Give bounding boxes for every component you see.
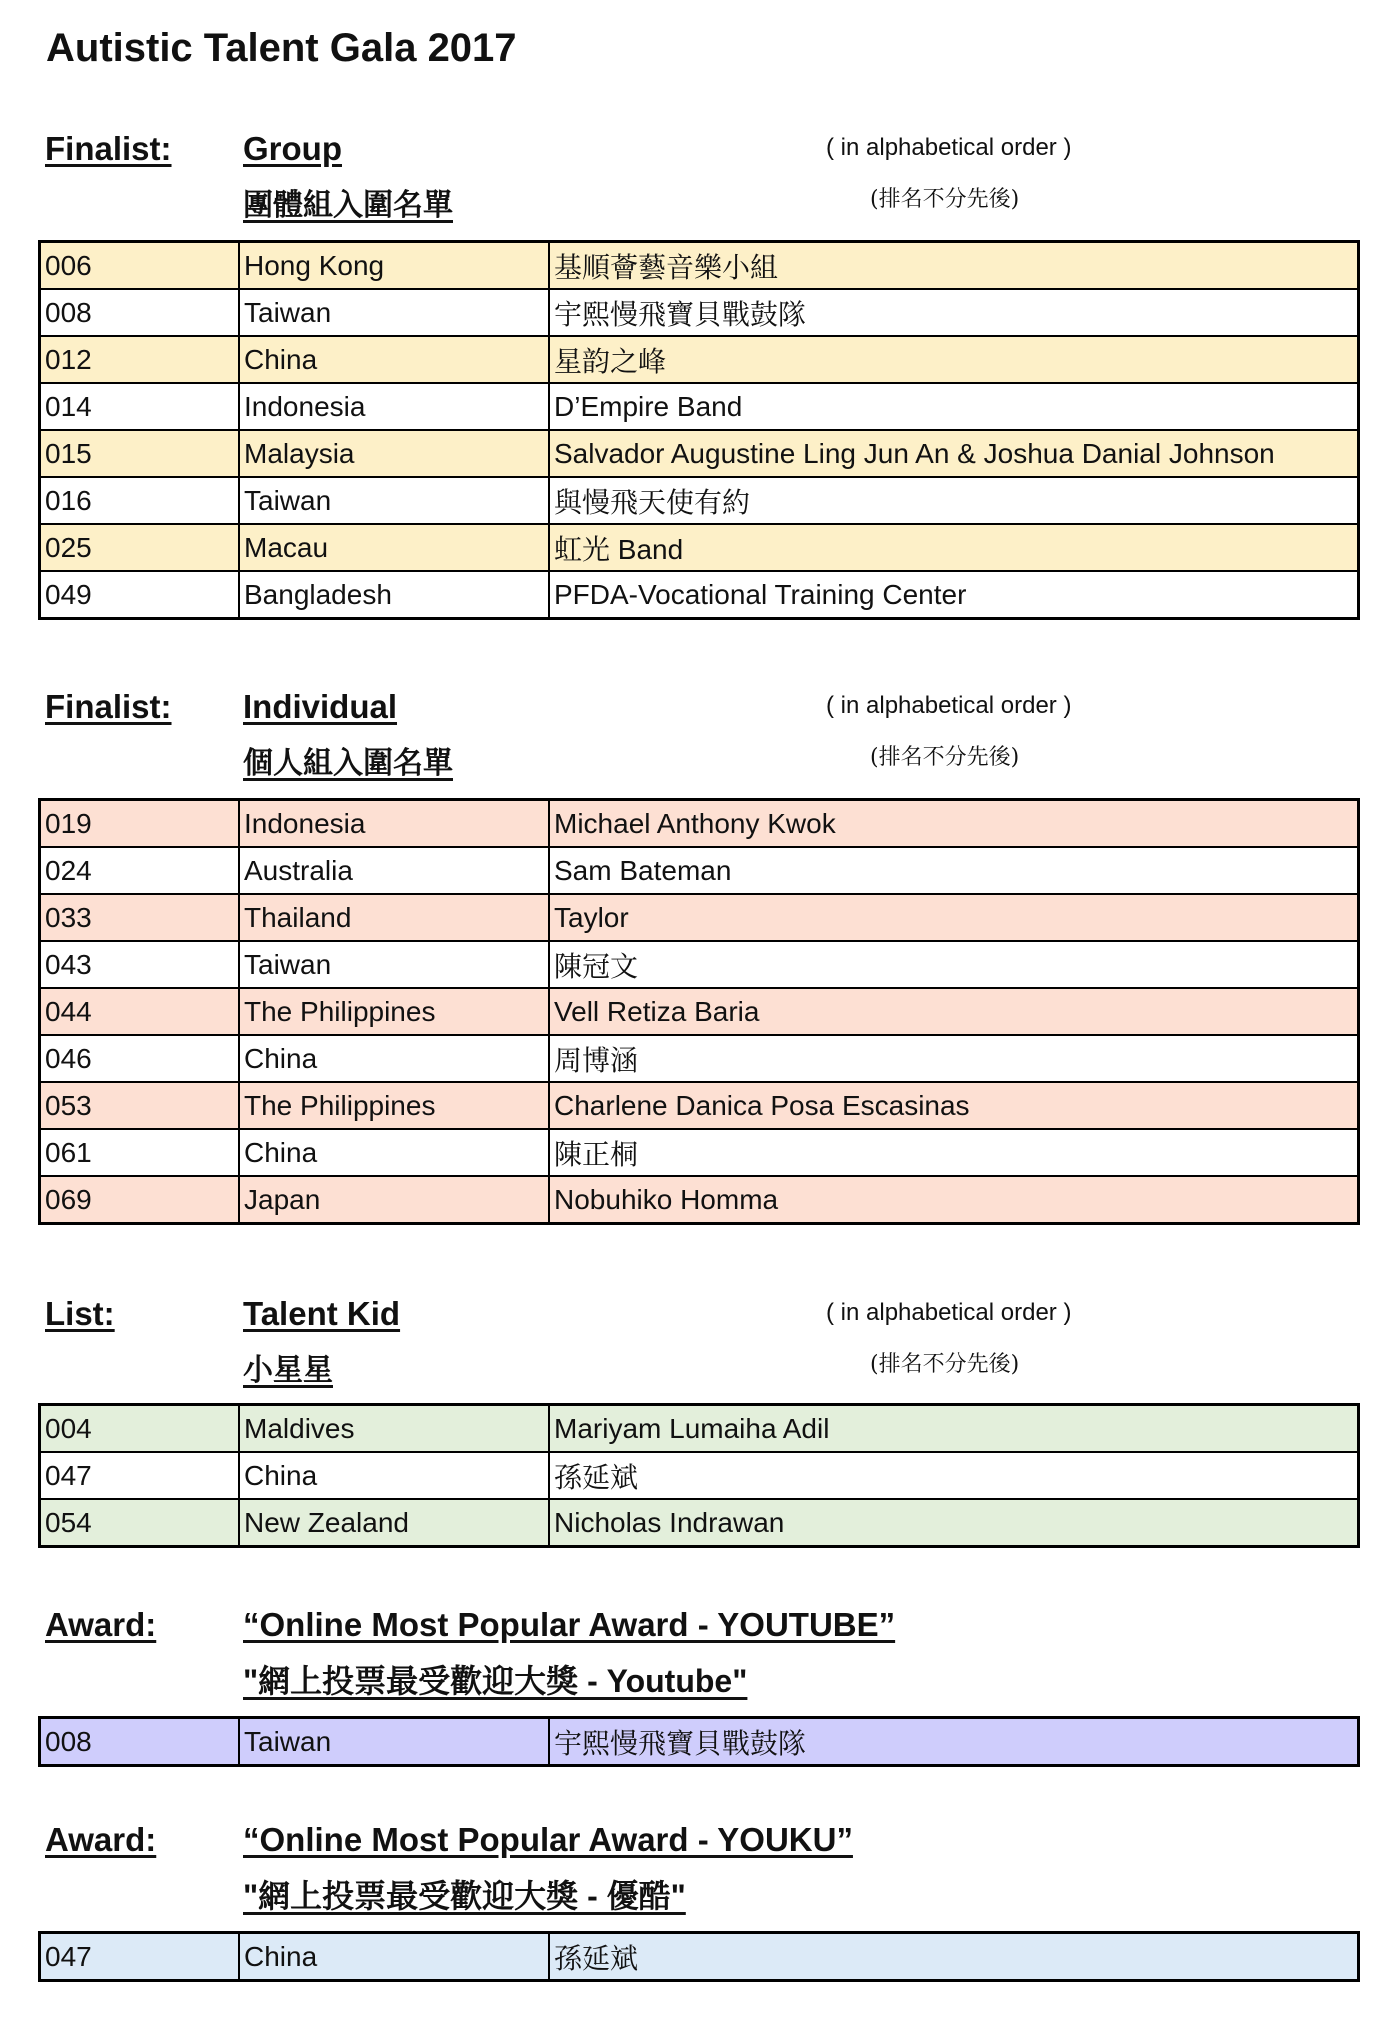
table-row <box>40 289 1359 336</box>
table-row <box>40 1933 1359 1981</box>
section-label: List: <box>45 1295 115 1332</box>
page-title: Autistic Talent Gala 2017 <box>46 26 517 70</box>
table-row <box>40 941 1359 988</box>
section-category: Talent Kid <box>243 1295 401 1332</box>
entry-name: 陳正桐 <box>549 1129 1359 1176</box>
order-note-en: ( in alphabetical order ) <box>826 692 1072 719</box>
entry-id: 047 <box>40 1452 240 1499</box>
entry-name: 陳冠文 <box>549 941 1359 988</box>
entry-name: 孫延斌 <box>549 1933 1359 1981</box>
section-category: “Online Most Popular Award - YOUKU” <box>243 1821 853 1858</box>
entry-id: 015 <box>40 430 240 477</box>
youtube-award-table <box>38 1716 1360 1767</box>
table-row <box>40 336 1359 383</box>
section-category-zh: 小星星 <box>243 1353 333 1388</box>
entry-country: The Philippines <box>239 988 549 1035</box>
table-row <box>40 1718 1359 1766</box>
entry-id: 025 <box>40 524 240 571</box>
entry-id: 043 <box>40 941 240 988</box>
entry-id: 053 <box>40 1082 240 1129</box>
entry-country: Thailand <box>239 894 549 941</box>
entry-id: 014 <box>40 383 240 430</box>
table-row <box>40 571 1359 619</box>
entry-id: 006 <box>40 242 240 290</box>
entry-name: PFDA-Vocational Training Center <box>549 571 1359 619</box>
section-label: Finalist: <box>45 688 172 725</box>
entry-id: 012 <box>40 336 240 383</box>
entry-name: Taylor <box>549 894 1359 941</box>
section-category: “Online Most Popular Award - YOUTUBE” <box>243 1606 896 1643</box>
entry-country: Indonesia <box>239 800 549 848</box>
section-label: Award: <box>45 1821 157 1858</box>
entry-country: China <box>239 336 549 383</box>
section-category-zh: 團體組入圍名單 <box>243 188 453 223</box>
entry-name: 虹光 Band <box>549 524 1359 571</box>
entry-name: Mariyam Lumaiha Adil <box>549 1405 1359 1453</box>
section-label: Finalist: <box>45 130 172 167</box>
table-row <box>40 1129 1359 1176</box>
entry-id: 004 <box>40 1405 240 1453</box>
entry-id: 019 <box>40 800 240 848</box>
entry-name: 基順薈藝音樂小組 <box>549 242 1359 290</box>
order-note-en: ( in alphabetical order ) <box>826 1299 1072 1326</box>
entry-name: 周博涵 <box>549 1035 1359 1082</box>
section-category: Group <box>243 130 342 167</box>
entry-name: Sam Bateman <box>549 847 1359 894</box>
entry-name: 星韵之峰 <box>549 336 1359 383</box>
entry-country: China <box>239 1933 549 1981</box>
entry-country: Bangladesh <box>239 571 549 619</box>
order-note-zh: (排名不分先後) <box>870 1352 1020 1377</box>
entry-id: 054 <box>40 1499 240 1547</box>
entry-id: 016 <box>40 477 240 524</box>
table-row <box>40 1035 1359 1082</box>
entry-id: 069 <box>40 1176 240 1224</box>
table-row <box>40 524 1359 571</box>
entry-country: China <box>239 1452 549 1499</box>
entry-id: 008 <box>40 289 240 336</box>
table-row <box>40 477 1359 524</box>
order-note-en: ( in alphabetical order ) <box>826 134 1072 161</box>
entry-id: 047 <box>40 1933 240 1981</box>
entry-country: Hong Kong <box>239 242 549 290</box>
table-row <box>40 1452 1359 1499</box>
talent-kid-table <box>38 1403 1360 1548</box>
entry-id: 046 <box>40 1035 240 1082</box>
table-row <box>40 988 1359 1035</box>
entry-country: Malaysia <box>239 430 549 477</box>
entry-country: The Philippines <box>239 1082 549 1129</box>
entry-name: 孫延斌 <box>549 1452 1359 1499</box>
youku-award-table <box>38 1931 1360 1982</box>
entry-country: Australia <box>239 847 549 894</box>
entry-name: 宇熙慢飛寶貝戰鼓隊 <box>549 1718 1359 1766</box>
entry-id: 024 <box>40 847 240 894</box>
entry-country: Japan <box>239 1176 549 1224</box>
individual-table <box>38 798 1360 1225</box>
entry-country: Taiwan <box>239 1718 549 1766</box>
table-row <box>40 1499 1359 1547</box>
table-row <box>40 1176 1359 1224</box>
order-note-zh: (排名不分先後) <box>870 745 1020 770</box>
order-note-zh: (排名不分先後) <box>870 187 1020 212</box>
entry-country: Maldives <box>239 1405 549 1453</box>
group-table <box>38 240 1360 620</box>
entry-name: 宇熙慢飛寶貝戰鼓隊 <box>549 289 1359 336</box>
entry-name: Charlene Danica Posa Escasinas <box>549 1082 1359 1129</box>
entry-name: Michael Anthony Kwok <box>549 800 1359 848</box>
entry-id: 061 <box>40 1129 240 1176</box>
section-category-zh: "網上投票最受歡迎大獎 - 優酷" <box>243 1878 686 1914</box>
table-row <box>40 242 1359 290</box>
entry-country: Taiwan <box>239 477 549 524</box>
table-row <box>40 383 1359 430</box>
table-row <box>40 800 1359 848</box>
entry-id: 033 <box>40 894 240 941</box>
entry-name: D’Empire Band <box>549 383 1359 430</box>
entry-name: Nicholas Indrawan <box>549 1499 1359 1547</box>
section-category-zh: 個人組入圍名單 <box>243 746 453 781</box>
table-row <box>40 894 1359 941</box>
section-category: Individual <box>243 688 398 725</box>
section-label: Award: <box>45 1606 157 1643</box>
entry-country: China <box>239 1129 549 1176</box>
entry-country: China <box>239 1035 549 1082</box>
entry-id: 049 <box>40 571 240 619</box>
entry-country: Taiwan <box>239 289 549 336</box>
entry-name: Salvador Augustine Ling Jun An & Joshua Danial Johnson <box>549 430 1359 477</box>
entry-country: Indonesia <box>239 383 549 430</box>
entry-country: New Zealand <box>239 1499 549 1547</box>
entry-id: 044 <box>40 988 240 1035</box>
entry-id: 008 <box>40 1718 240 1766</box>
table-row <box>40 430 1359 477</box>
section-category-zh: "網上投票最受歡迎大獎 - Youtube" <box>243 1663 748 1699</box>
entry-name: Nobuhiko Homma <box>549 1176 1359 1224</box>
table-row <box>40 1405 1359 1453</box>
table-row <box>40 847 1359 894</box>
entry-name: Vell Retiza Baria <box>549 988 1359 1035</box>
table-row <box>40 1082 1359 1129</box>
entry-name: 與慢飛天使有約 <box>549 477 1359 524</box>
entry-country: Taiwan <box>239 941 549 988</box>
entry-country: Macau <box>239 524 549 571</box>
